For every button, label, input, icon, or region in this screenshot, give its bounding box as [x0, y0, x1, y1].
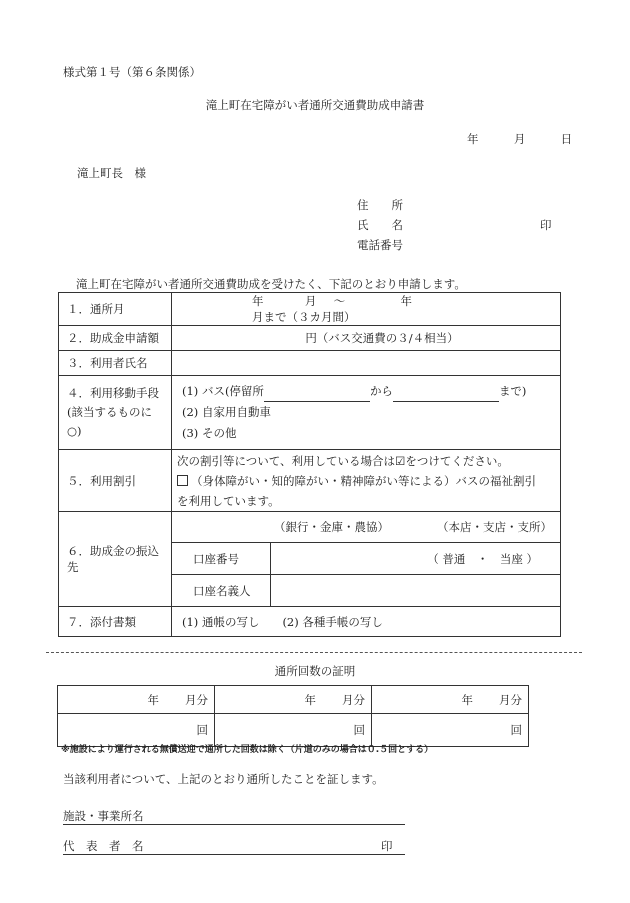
representative-label: 代 表 者 名: [63, 839, 144, 853]
date-year: 年: [467, 132, 479, 146]
month-tilde: 〜: [333, 294, 346, 308]
label-account-name: 口座名義人: [172, 575, 271, 606]
label-transport-line2: (該当するものに○): [67, 405, 152, 438]
certificate-table: [57, 685, 529, 747]
discount-line3: を利用しています。: [177, 493, 280, 508]
certificate-title: 通所回数の証明: [274, 664, 356, 678]
label-transport-line1: ４．利用移動手段: [67, 386, 159, 400]
branch-types: （本店・支店・支所）: [437, 520, 552, 534]
certificate-note: ※施設により運行される無償送迎で通所した回数は除く（片道のみの場合は０.５回とする）: [61, 745, 434, 755]
row-attachments: [59, 607, 561, 637]
label-user-name: ３．利用者氏名: [59, 351, 172, 376]
label-bank: ６．助成金の振込先: [59, 512, 172, 607]
option-bus[interactable]: (1) バス(停留所 から まで): [182, 381, 552, 402]
representative-seal: 印: [381, 839, 393, 853]
field-amount[interactable]: 円（バス交通費の３/４相当）: [172, 326, 561, 351]
bank-types: （銀行・金庫・農協）: [274, 520, 389, 534]
representative-line[interactable]: [63, 839, 405, 855]
month-year2: 年: [400, 294, 412, 308]
cert-month-2[interactable]: 年 月分: [215, 686, 372, 714]
field-bank-name[interactable]: [172, 512, 561, 543]
discount-checkbox[interactable]: [177, 475, 188, 486]
label-discount: ５．利用割引: [59, 450, 172, 512]
label-attachments: ７．添付書類: [59, 607, 172, 637]
applicant-address-label: 住 所: [357, 198, 403, 212]
applicant-phone-label: 電話番号: [357, 238, 403, 252]
option-other[interactable]: (3) その他: [182, 426, 237, 440]
field-attachments: (1) 通帳の写し (2) 各種手帳の写し: [172, 607, 561, 637]
cut-line: [46, 652, 582, 653]
account-type[interactable]: （ 普通 ・ 当座 ）: [427, 551, 538, 566]
discount-instruction: 次の割引等について、利用している場合は☑をつけてください。: [177, 453, 509, 468]
cert-count-3[interactable]: 回: [372, 714, 529, 747]
month-month1: 月: [304, 294, 317, 308]
row-bank: [59, 512, 561, 543]
label-amount: ２．助成金申請額: [59, 326, 172, 351]
cert-count-2[interactable]: 回: [215, 714, 372, 747]
date-line: [467, 131, 572, 147]
option-car[interactable]: (2) 自家用自動車: [182, 405, 271, 419]
label-transport: [59, 376, 172, 450]
row-month: [59, 293, 561, 326]
intro-text: 滝上町在宅障がい者通所交通費助成を受けたく、下記のとおり申請します。: [76, 277, 466, 291]
addressee: 滝上町長 様: [77, 166, 146, 180]
applicant-seal: 印: [540, 218, 552, 232]
month-until: 月まで（３カ月間）: [252, 310, 356, 324]
field-account-no[interactable]: [271, 543, 560, 574]
certificate-statement: 当該利用者について、上記のとおり通所したことを証します。: [63, 772, 384, 786]
field-account-name[interactable]: [271, 575, 560, 606]
row-user-name: [59, 351, 561, 376]
row-transport: [59, 376, 561, 450]
cert-month-1[interactable]: 年 月分: [58, 686, 215, 714]
application-table: [58, 292, 561, 637]
cert-month-3[interactable]: 年 月分: [372, 686, 529, 714]
field-discount: [172, 450, 561, 512]
label-month: １．通所月: [59, 293, 172, 326]
date-day: 日: [560, 132, 573, 146]
bus-from-line[interactable]: [264, 388, 370, 402]
field-month[interactable]: [172, 293, 561, 326]
field-transport: [172, 376, 561, 450]
bus-to-line[interactable]: [393, 388, 499, 402]
row-discount: [59, 450, 561, 512]
applicant-name-label: 氏 名: [357, 218, 403, 232]
cert-month-row: [58, 686, 529, 714]
discount-line2: （身体障がい・知的障がい・精神障がい等による）バスの福祉割引: [191, 473, 536, 488]
form-number: 様式第１号（第６条関係）: [63, 65, 201, 79]
month-year1: 年: [252, 294, 264, 308]
field-user-name[interactable]: [172, 351, 561, 376]
row-amount: [59, 326, 561, 351]
cert-count-1[interactable]: 回: [58, 714, 215, 747]
facility-line[interactable]: [63, 809, 405, 825]
label-account-no: 口座番号: [172, 543, 271, 574]
facility-label: 施設・事業所名: [63, 809, 144, 823]
date-month: 月: [513, 132, 526, 146]
page-title: 滝上町在宅障がい者通所交通費助成申請書: [205, 98, 425, 112]
